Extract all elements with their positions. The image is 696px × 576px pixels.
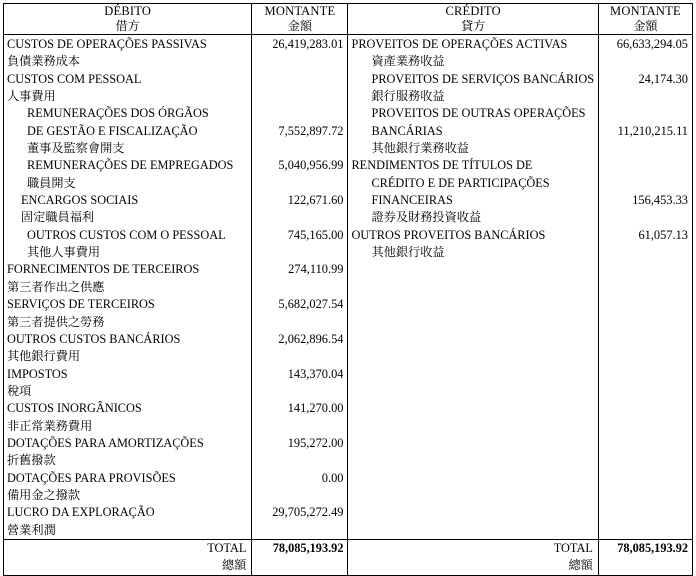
table-row: PROVEITOS DE OPERAÇÕES ACTIVAS bbox=[351, 37, 568, 51]
table-row: 其他銀行業務收益 bbox=[371, 141, 469, 156]
table-row-amount bbox=[599, 105, 688, 122]
debit-descriptions-cell bbox=[4, 35, 252, 540]
table-row-amount: 7,552,897.72 bbox=[278, 123, 344, 138]
table-row-amount bbox=[252, 105, 343, 122]
table-header bbox=[4, 4, 693, 35]
header-montante-left bbox=[252, 4, 348, 35]
header-credito-pt: CRÉDITO bbox=[445, 4, 501, 18]
table-row-amount: 66,633,294.05 bbox=[616, 37, 688, 51]
table-row-amount: 195,272.00 bbox=[287, 435, 344, 450]
table-row: FORNECIMENTOS DE TERCEIROS bbox=[7, 262, 200, 277]
total-label-right-pt: TOTAL bbox=[553, 540, 593, 555]
table-row-amount bbox=[252, 140, 343, 157]
table-row: DOTAÇÕES PARA AMORTIZAÇÕES bbox=[7, 435, 204, 450]
table-row: 人事費用 bbox=[7, 89, 56, 104]
total-label-left-cell bbox=[4, 539, 252, 575]
table-row: 董事及監察會開支 bbox=[27, 141, 125, 156]
table-row: CRÉDITO E DE PARTICIPAÇÕES bbox=[371, 175, 550, 190]
table-row: 備用金之撥款 bbox=[7, 487, 81, 502]
table-row: 證券及財務投資收益 bbox=[371, 210, 482, 225]
table-row-amount: 24,174.30 bbox=[638, 71, 688, 86]
table-row-amount bbox=[599, 175, 688, 192]
table-row: 折舊撥款 bbox=[7, 453, 56, 468]
table-row-amount: 29,705,272.49 bbox=[272, 505, 344, 520]
table-row-amount bbox=[252, 209, 343, 226]
table-row: OUTROS PROVEITOS BANCÁRIOS bbox=[351, 227, 546, 242]
table-row: RENDIMENTOS DE TÍTULOS DE bbox=[351, 158, 533, 173]
table-row-amount bbox=[599, 53, 688, 70]
table-row-amount: 143,370.04 bbox=[287, 366, 344, 381]
table-row-amount: 5,682,027.54 bbox=[278, 297, 344, 312]
table-row: 負債業務成本 bbox=[7, 54, 81, 69]
table-row: IMPOSTOS bbox=[7, 366, 68, 381]
table-row: FINANCEIRAS bbox=[371, 193, 453, 208]
table-row: 固定職員福利 bbox=[21, 210, 95, 225]
financial-statement-sheet bbox=[0, 3, 696, 571]
credit-label-list bbox=[348, 35, 597, 261]
table-row-amount bbox=[599, 244, 688, 261]
totals-row bbox=[4, 539, 693, 575]
table-row-amount bbox=[252, 71, 343, 88]
table-row: CUSTOS COM PESSOAL bbox=[7, 71, 142, 86]
table-row: 職員開支 bbox=[27, 175, 76, 190]
header-montante-left-pt: MONTANTE bbox=[264, 4, 336, 18]
table-row-amount bbox=[252, 279, 343, 296]
table-row-amount bbox=[599, 140, 688, 157]
table-row: CUSTOS INORGÂNICOS bbox=[7, 401, 142, 416]
table-row: DE GESTÃO E FISCALIZAÇÃO bbox=[27, 123, 198, 138]
credit-amounts-cell bbox=[598, 35, 692, 540]
table-row-amount bbox=[599, 157, 688, 174]
table-row-amount bbox=[599, 209, 688, 226]
debit-amounts-cell bbox=[252, 35, 348, 540]
total-label-right-cn: 總額 bbox=[568, 558, 593, 573]
total-amount-right-cell bbox=[598, 539, 692, 575]
table-row: 其他銀行費用 bbox=[7, 349, 81, 364]
table-row-amount bbox=[252, 175, 343, 192]
credit-amount-list bbox=[599, 35, 692, 261]
table-row-amount: 141,270.00 bbox=[287, 401, 344, 416]
header-montante-right-cn: 金額 bbox=[633, 19, 658, 33]
table-row: 銀行服務收益 bbox=[371, 89, 445, 104]
table-row: REMUNERAÇÕES DE EMPREGADOS bbox=[27, 158, 234, 173]
header-credito-cn: 貸方 bbox=[460, 19, 486, 33]
debit-label-list bbox=[4, 35, 251, 539]
table-row-amount bbox=[252, 522, 343, 539]
table-row-amount: 61,057.13 bbox=[638, 227, 688, 242]
table-row: PROVEITOS DE OUTRAS OPERAÇÕES bbox=[371, 106, 586, 121]
table-row-amount: 122,671.60 bbox=[287, 193, 344, 208]
table-row-amount: 11,210,215.11 bbox=[617, 123, 688, 138]
debit-amount-list bbox=[252, 35, 347, 539]
total-label-left-cn: 總額 bbox=[221, 558, 247, 573]
total-label-right-cell bbox=[348, 539, 598, 575]
table-row: OUTROS CUSTOS COM O PESSOAL bbox=[27, 227, 226, 242]
table-row: CUSTOS DE OPERAÇÕES PASSIVAS bbox=[7, 37, 207, 51]
table-row: SERVIÇOS DE TERCEIROS bbox=[7, 297, 155, 312]
table-row-amount: 745,165.00 bbox=[287, 227, 344, 242]
table-row-amount bbox=[252, 487, 343, 504]
header-montante-right bbox=[598, 4, 692, 35]
header-montante-left-cn: 金額 bbox=[287, 19, 313, 33]
table-row: ENCARGOS SOCIAIS bbox=[21, 193, 139, 208]
table-row-amount bbox=[252, 418, 343, 435]
table-row: 其他銀行收益 bbox=[371, 245, 445, 260]
header-debito-cn: 借方 bbox=[115, 19, 140, 33]
total-amount-right: 78,085,193.92 bbox=[617, 540, 688, 555]
table-row: 稅項 bbox=[7, 383, 32, 398]
table-row-amount: 2,062,896.54 bbox=[278, 331, 344, 346]
table-row-amount bbox=[252, 244, 343, 261]
table-row: LUCRO DA EXPLORAÇÃO bbox=[7, 505, 155, 520]
table-row: DOTAÇÕES PARA PROVISÕES bbox=[7, 470, 176, 485]
header-debito-pt: DÉBITO bbox=[104, 4, 152, 18]
table-row: 第三者作出之供應 bbox=[7, 279, 105, 294]
table-row-amount bbox=[252, 314, 343, 331]
table-row: 第三者提供之勞務 bbox=[7, 314, 105, 329]
table-row: 其他人事費用 bbox=[27, 245, 101, 260]
table-row-amount: 0.00 bbox=[321, 470, 344, 485]
credit-descriptions-cell bbox=[348, 35, 598, 540]
table-row: 資產業務收益 bbox=[371, 54, 445, 69]
table-row-amount: 156,453.33 bbox=[632, 193, 688, 208]
table-row-amount bbox=[599, 88, 688, 105]
table-row: OUTROS CUSTOS BANCÁRIOS bbox=[7, 331, 181, 346]
total-amount-left-cell bbox=[252, 539, 348, 575]
table-row-amount bbox=[252, 452, 343, 469]
table-row: BANCÁRIAS bbox=[371, 123, 443, 138]
table-row: PROVEITOS DE SERVIÇOS BANCÁRIOS bbox=[371, 71, 595, 86]
header-montante-right-pt: MONTANTE bbox=[610, 4, 681, 18]
table-row: 營業利潤 bbox=[7, 522, 56, 537]
table-row-amount bbox=[252, 53, 343, 70]
total-amount-left: 78,085,193.92 bbox=[272, 540, 344, 555]
table-row-amount: 26,419,283.01 bbox=[272, 37, 344, 51]
header-credito bbox=[348, 4, 598, 35]
profit-and-loss-table bbox=[3, 3, 693, 576]
table-row-amount: 5,040,956.99 bbox=[278, 158, 344, 173]
total-label-left-pt: TOTAL bbox=[207, 540, 247, 555]
table-row-amount bbox=[252, 88, 343, 105]
table-row-amount bbox=[252, 383, 343, 400]
table-row: 非正常業務費用 bbox=[7, 418, 93, 433]
table-row: REMUNERAÇÕES DOS ÓRGÃOS bbox=[27, 106, 209, 121]
header-debito bbox=[4, 4, 252, 35]
table-row-amount: 274,110.99 bbox=[288, 262, 344, 277]
table-row-amount bbox=[252, 348, 343, 365]
